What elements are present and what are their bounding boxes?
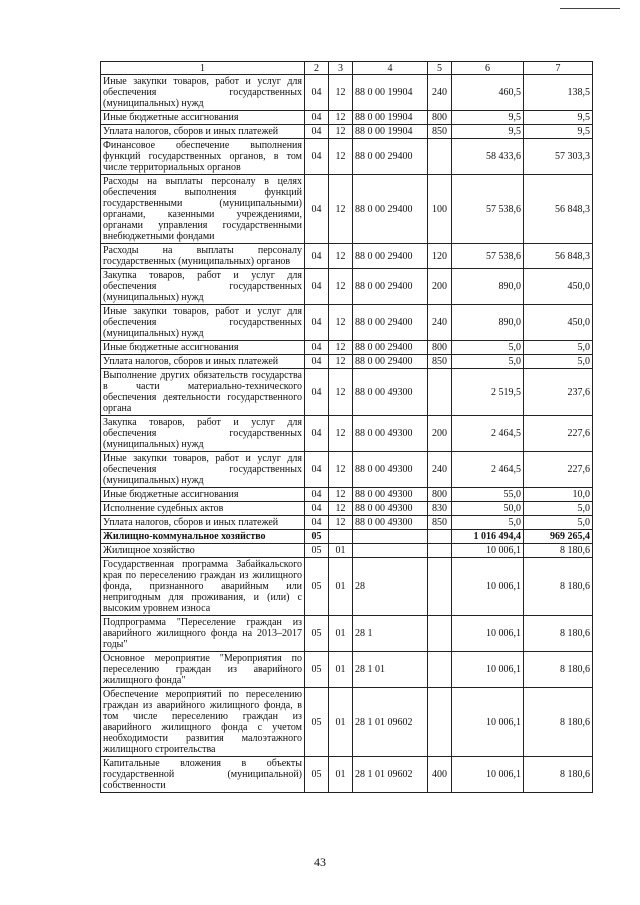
table-row [101, 688, 593, 757]
row-target-article: 88 0 00 19904 [353, 111, 428, 125]
row-subsection-code: 12 [329, 75, 353, 111]
row-amount-1: 460,5 [452, 75, 524, 111]
row-section-code: 04 [305, 269, 329, 305]
row-target-article: 88 0 00 29400 [353, 139, 428, 175]
row-expense-type: 200 [428, 416, 452, 452]
row-subsection-code: 12 [329, 488, 353, 502]
row-amount-1: 2 464,5 [452, 452, 524, 488]
row-subsection-code: 12 [329, 341, 353, 355]
row-expense-type: 800 [428, 488, 452, 502]
table-row [101, 416, 593, 452]
row-amount-1: 50,0 [452, 502, 524, 516]
row-target-article [353, 544, 428, 558]
row-section-code: 05 [305, 757, 329, 793]
row-expense-type [428, 558, 452, 616]
row-name: Уплата налогов, сборов и иных платежей [101, 125, 305, 139]
row-section-code: 04 [305, 244, 329, 269]
row-target-article: 88 0 00 29400 [353, 269, 428, 305]
row-expense-type: 100 [428, 175, 452, 244]
row-expense-type [428, 544, 452, 558]
row-section-code: 04 [305, 125, 329, 139]
table-row [101, 544, 593, 558]
row-name: Исполнение судебных актов [101, 502, 305, 516]
table-row [101, 269, 593, 305]
row-expense-type: 240 [428, 75, 452, 111]
row-name: Обеспечение мероприятий по переселению граждан из аварийного жилищного фонда, в том числе переселению граждан из аварийного жилищного фонда с учетом необходимости развития малоэтажного жилищного строительства [101, 688, 305, 757]
row-amount-1: 890,0 [452, 305, 524, 341]
row-expense-type [428, 530, 452, 544]
row-section-code: 04 [305, 341, 329, 355]
row-subsection-code: 12 [329, 305, 353, 341]
table-row [101, 616, 593, 652]
row-subsection-code: 12 [329, 416, 353, 452]
row-amount-2: 57 303,3 [524, 139, 593, 175]
row-amount-1: 58 433,6 [452, 139, 524, 175]
budget-table-container [100, 61, 592, 793]
table-row [101, 139, 593, 175]
row-amount-1: 10 006,1 [452, 616, 524, 652]
page-number: 43 [314, 855, 326, 869]
row-amount-1: 57 538,6 [452, 244, 524, 269]
row-subsection-code: 12 [329, 516, 353, 530]
top-rule [560, 8, 620, 9]
row-subsection-code: 01 [329, 757, 353, 793]
table-row [101, 244, 593, 269]
row-target-article: 28 [353, 558, 428, 616]
row-expense-type: 120 [428, 244, 452, 269]
row-target-article: 88 0 00 29400 [353, 244, 428, 269]
budget-table [100, 61, 593, 793]
row-amount-1: 2 464,5 [452, 416, 524, 452]
column-number-row [101, 62, 593, 75]
table-row [101, 369, 593, 416]
row-expense-type: 240 [428, 452, 452, 488]
row-expense-type [428, 652, 452, 688]
row-amount-1: 57 538,6 [452, 175, 524, 244]
table-row [101, 305, 593, 341]
row-section-code: 04 [305, 75, 329, 111]
row-amount-2: 450,0 [524, 269, 593, 305]
table-row [101, 452, 593, 488]
row-expense-type: 850 [428, 125, 452, 139]
table-row [101, 652, 593, 688]
row-amount-1: 2 519,5 [452, 369, 524, 416]
col-header-amount-2: 7 [524, 62, 593, 75]
row-subsection-code: 12 [329, 139, 353, 175]
row-amount-2: 450,0 [524, 305, 593, 341]
row-amount-1: 10 006,1 [452, 688, 524, 757]
table-row [101, 502, 593, 516]
row-name: Иные бюджетные ассигнования [101, 341, 305, 355]
row-expense-type: 800 [428, 111, 452, 125]
table-row [101, 757, 593, 793]
table-body [101, 75, 593, 793]
row-subsection-code: 12 [329, 502, 353, 516]
row-name: Государственная программа Забайкальского края по переселению граждан из жилищного фонда, признанного аварийным или непригодным для проживания, и (или) с высоким уровнем износа [101, 558, 305, 616]
row-section-code: 05 [305, 558, 329, 616]
row-name: Иные закупки товаров, работ и услуг для обеспечения государственных (муниципальных) нужд [101, 452, 305, 488]
row-subsection-code: 01 [329, 652, 353, 688]
table-row [101, 516, 593, 530]
row-amount-2: 9,5 [524, 125, 593, 139]
row-amount-2: 5,0 [524, 516, 593, 530]
row-amount-2: 138,5 [524, 75, 593, 111]
row-expense-type [428, 139, 452, 175]
row-amount-2: 237,6 [524, 369, 593, 416]
row-target-article: 88 0 00 49300 [353, 502, 428, 516]
row-amount-2: 8 180,6 [524, 616, 593, 652]
row-target-article: 88 0 00 19904 [353, 125, 428, 139]
row-expense-type [428, 369, 452, 416]
row-amount-1: 9,5 [452, 111, 524, 125]
row-target-article: 28 1 01 [353, 652, 428, 688]
row-subsection-code: 12 [329, 369, 353, 416]
row-name: Выполнение других обязательств государства в части материально-технического обеспечения деятельности государственного органа [101, 369, 305, 416]
row-name: Иные закупки товаров, работ и услуг для обеспечения государственных (муниципальных) нужд [101, 75, 305, 111]
row-target-article: 88 0 00 29400 [353, 305, 428, 341]
row-amount-2: 227,6 [524, 416, 593, 452]
row-amount-2: 8 180,6 [524, 544, 593, 558]
table-row [101, 175, 593, 244]
row-name: Иные закупки товаров, работ и услуг для обеспечения государственных (муниципальных) нужд [101, 305, 305, 341]
table-row [101, 488, 593, 502]
row-subsection-code: 01 [329, 558, 353, 616]
row-amount-2: 5,0 [524, 355, 593, 369]
col-header-name: 1 [101, 62, 305, 75]
row-section-code: 05 [305, 688, 329, 757]
table-row [101, 341, 593, 355]
row-section-code: 04 [305, 111, 329, 125]
col-header-expense-type: 5 [428, 62, 452, 75]
col-header-target-article: 4 [353, 62, 428, 75]
table-row [101, 530, 593, 544]
row-expense-type: 800 [428, 341, 452, 355]
row-amount-1: 5,0 [452, 516, 524, 530]
row-name: Жилищное хозяйство [101, 544, 305, 558]
row-expense-type [428, 688, 452, 757]
row-name: Основное мероприятие "Мероприятия по переселению граждан из аварийного жилищного фонда" [101, 652, 305, 688]
row-section-code: 04 [305, 516, 329, 530]
row-subsection-code: 12 [329, 452, 353, 488]
row-name: Расходы на выплаты персоналу в целях обеспечения выполнения функций государственными (муниципальными) органами, казенными учреждениями, органами управления государственными внебюджетными фондами [101, 175, 305, 244]
row-amount-2: 8 180,6 [524, 688, 593, 757]
row-subsection-code: 12 [329, 355, 353, 369]
row-name: Финансовое обеспечение выполнения функций государственных органов, в том числе территориальных органов [101, 139, 305, 175]
row-name: Закупка товаров, работ и услуг для обеспечения государственных (муниципальных) нужд [101, 416, 305, 452]
row-amount-2: 5,0 [524, 502, 593, 516]
row-amount-2: 8 180,6 [524, 757, 593, 793]
row-section-code: 04 [305, 488, 329, 502]
row-amount-2: 8 180,6 [524, 652, 593, 688]
row-amount-1: 5,0 [452, 355, 524, 369]
row-section-code: 04 [305, 139, 329, 175]
table-row [101, 355, 593, 369]
row-target-article [353, 530, 428, 544]
row-amount-2: 56 848,3 [524, 175, 593, 244]
row-name: Уплата налогов, сборов и иных платежей [101, 516, 305, 530]
row-amount-2: 8 180,6 [524, 558, 593, 616]
row-subsection-code [329, 530, 353, 544]
row-name: Капитальные вложения в объекты государственной (муниципальной) собственности [101, 757, 305, 793]
table-row [101, 558, 593, 616]
row-amount-1: 890,0 [452, 269, 524, 305]
row-name: Подпрограмма "Переселение граждан из аварийного жилищного фонда на 2013–2017 годы" [101, 616, 305, 652]
row-section-code: 04 [305, 305, 329, 341]
row-subsection-code: 01 [329, 544, 353, 558]
row-amount-2: 9,5 [524, 111, 593, 125]
row-name: Расходы на выплаты персоналу государственных (муниципальных) органов [101, 244, 305, 269]
row-expense-type [428, 616, 452, 652]
row-subsection-code: 12 [329, 111, 353, 125]
row-section-code: 04 [305, 502, 329, 516]
row-amount-1: 10 006,1 [452, 558, 524, 616]
row-expense-type: 240 [428, 305, 452, 341]
row-amount-2: 56 848,3 [524, 244, 593, 269]
row-target-article: 88 0 00 49300 [353, 488, 428, 502]
row-subsection-code: 12 [329, 269, 353, 305]
row-target-article: 28 1 01 09602 [353, 688, 428, 757]
row-amount-1: 10 006,1 [452, 544, 524, 558]
row-subsection-code: 12 [329, 125, 353, 139]
row-target-article: 28 1 01 09602 [353, 757, 428, 793]
row-expense-type: 850 [428, 516, 452, 530]
row-subsection-code: 01 [329, 688, 353, 757]
table-row [101, 125, 593, 139]
row-target-article: 88 0 00 19904 [353, 75, 428, 111]
row-target-article: 88 0 00 29400 [353, 355, 428, 369]
row-amount-2: 227,6 [524, 452, 593, 488]
table-row [101, 111, 593, 125]
row-section-code: 04 [305, 369, 329, 416]
row-section-code: 05 [305, 544, 329, 558]
col-header-section: 2 [305, 62, 329, 75]
row-subsection-code: 12 [329, 175, 353, 244]
row-target-article: 28 1 [353, 616, 428, 652]
row-target-article: 88 0 00 29400 [353, 175, 428, 244]
row-section-code: 04 [305, 175, 329, 244]
row-name: Жилищно-коммунальное хозяйство [101, 530, 305, 544]
row-expense-type: 400 [428, 757, 452, 793]
row-target-article: 88 0 00 49300 [353, 369, 428, 416]
row-amount-2: 10,0 [524, 488, 593, 502]
row-amount-1: 9,5 [452, 125, 524, 139]
row-expense-type: 850 [428, 355, 452, 369]
row-target-article: 88 0 00 49300 [353, 416, 428, 452]
row-amount-1: 1 016 494,4 [452, 530, 524, 544]
row-name: Закупка товаров, работ и услуг для обеспечения государственных (муниципальных) нужд [101, 269, 305, 305]
row-name: Уплата налогов, сборов и иных платежей [101, 355, 305, 369]
row-target-article: 88 0 00 49300 [353, 452, 428, 488]
row-section-code: 05 [305, 652, 329, 688]
row-amount-1: 5,0 [452, 341, 524, 355]
row-amount-1: 55,0 [452, 488, 524, 502]
table-row [101, 75, 593, 111]
row-expense-type: 830 [428, 502, 452, 516]
row-section-code: 04 [305, 416, 329, 452]
row-amount-2: 969 265,4 [524, 530, 593, 544]
row-subsection-code: 12 [329, 244, 353, 269]
row-section-code: 05 [305, 616, 329, 652]
row-amount-2: 5,0 [524, 341, 593, 355]
row-subsection-code: 01 [329, 616, 353, 652]
row-amount-1: 10 006,1 [452, 652, 524, 688]
row-target-article: 88 0 00 29400 [353, 341, 428, 355]
row-target-article: 88 0 00 49300 [353, 516, 428, 530]
row-name: Иные бюджетные ассигнования [101, 111, 305, 125]
row-section-code: 04 [305, 355, 329, 369]
row-section-code: 04 [305, 452, 329, 488]
row-amount-1: 10 006,1 [452, 757, 524, 793]
row-expense-type: 200 [428, 269, 452, 305]
col-header-amount-1: 6 [452, 62, 524, 75]
col-header-subsection: 3 [329, 62, 353, 75]
row-name: Иные бюджетные ассигнования [101, 488, 305, 502]
row-section-code: 05 [305, 530, 329, 544]
